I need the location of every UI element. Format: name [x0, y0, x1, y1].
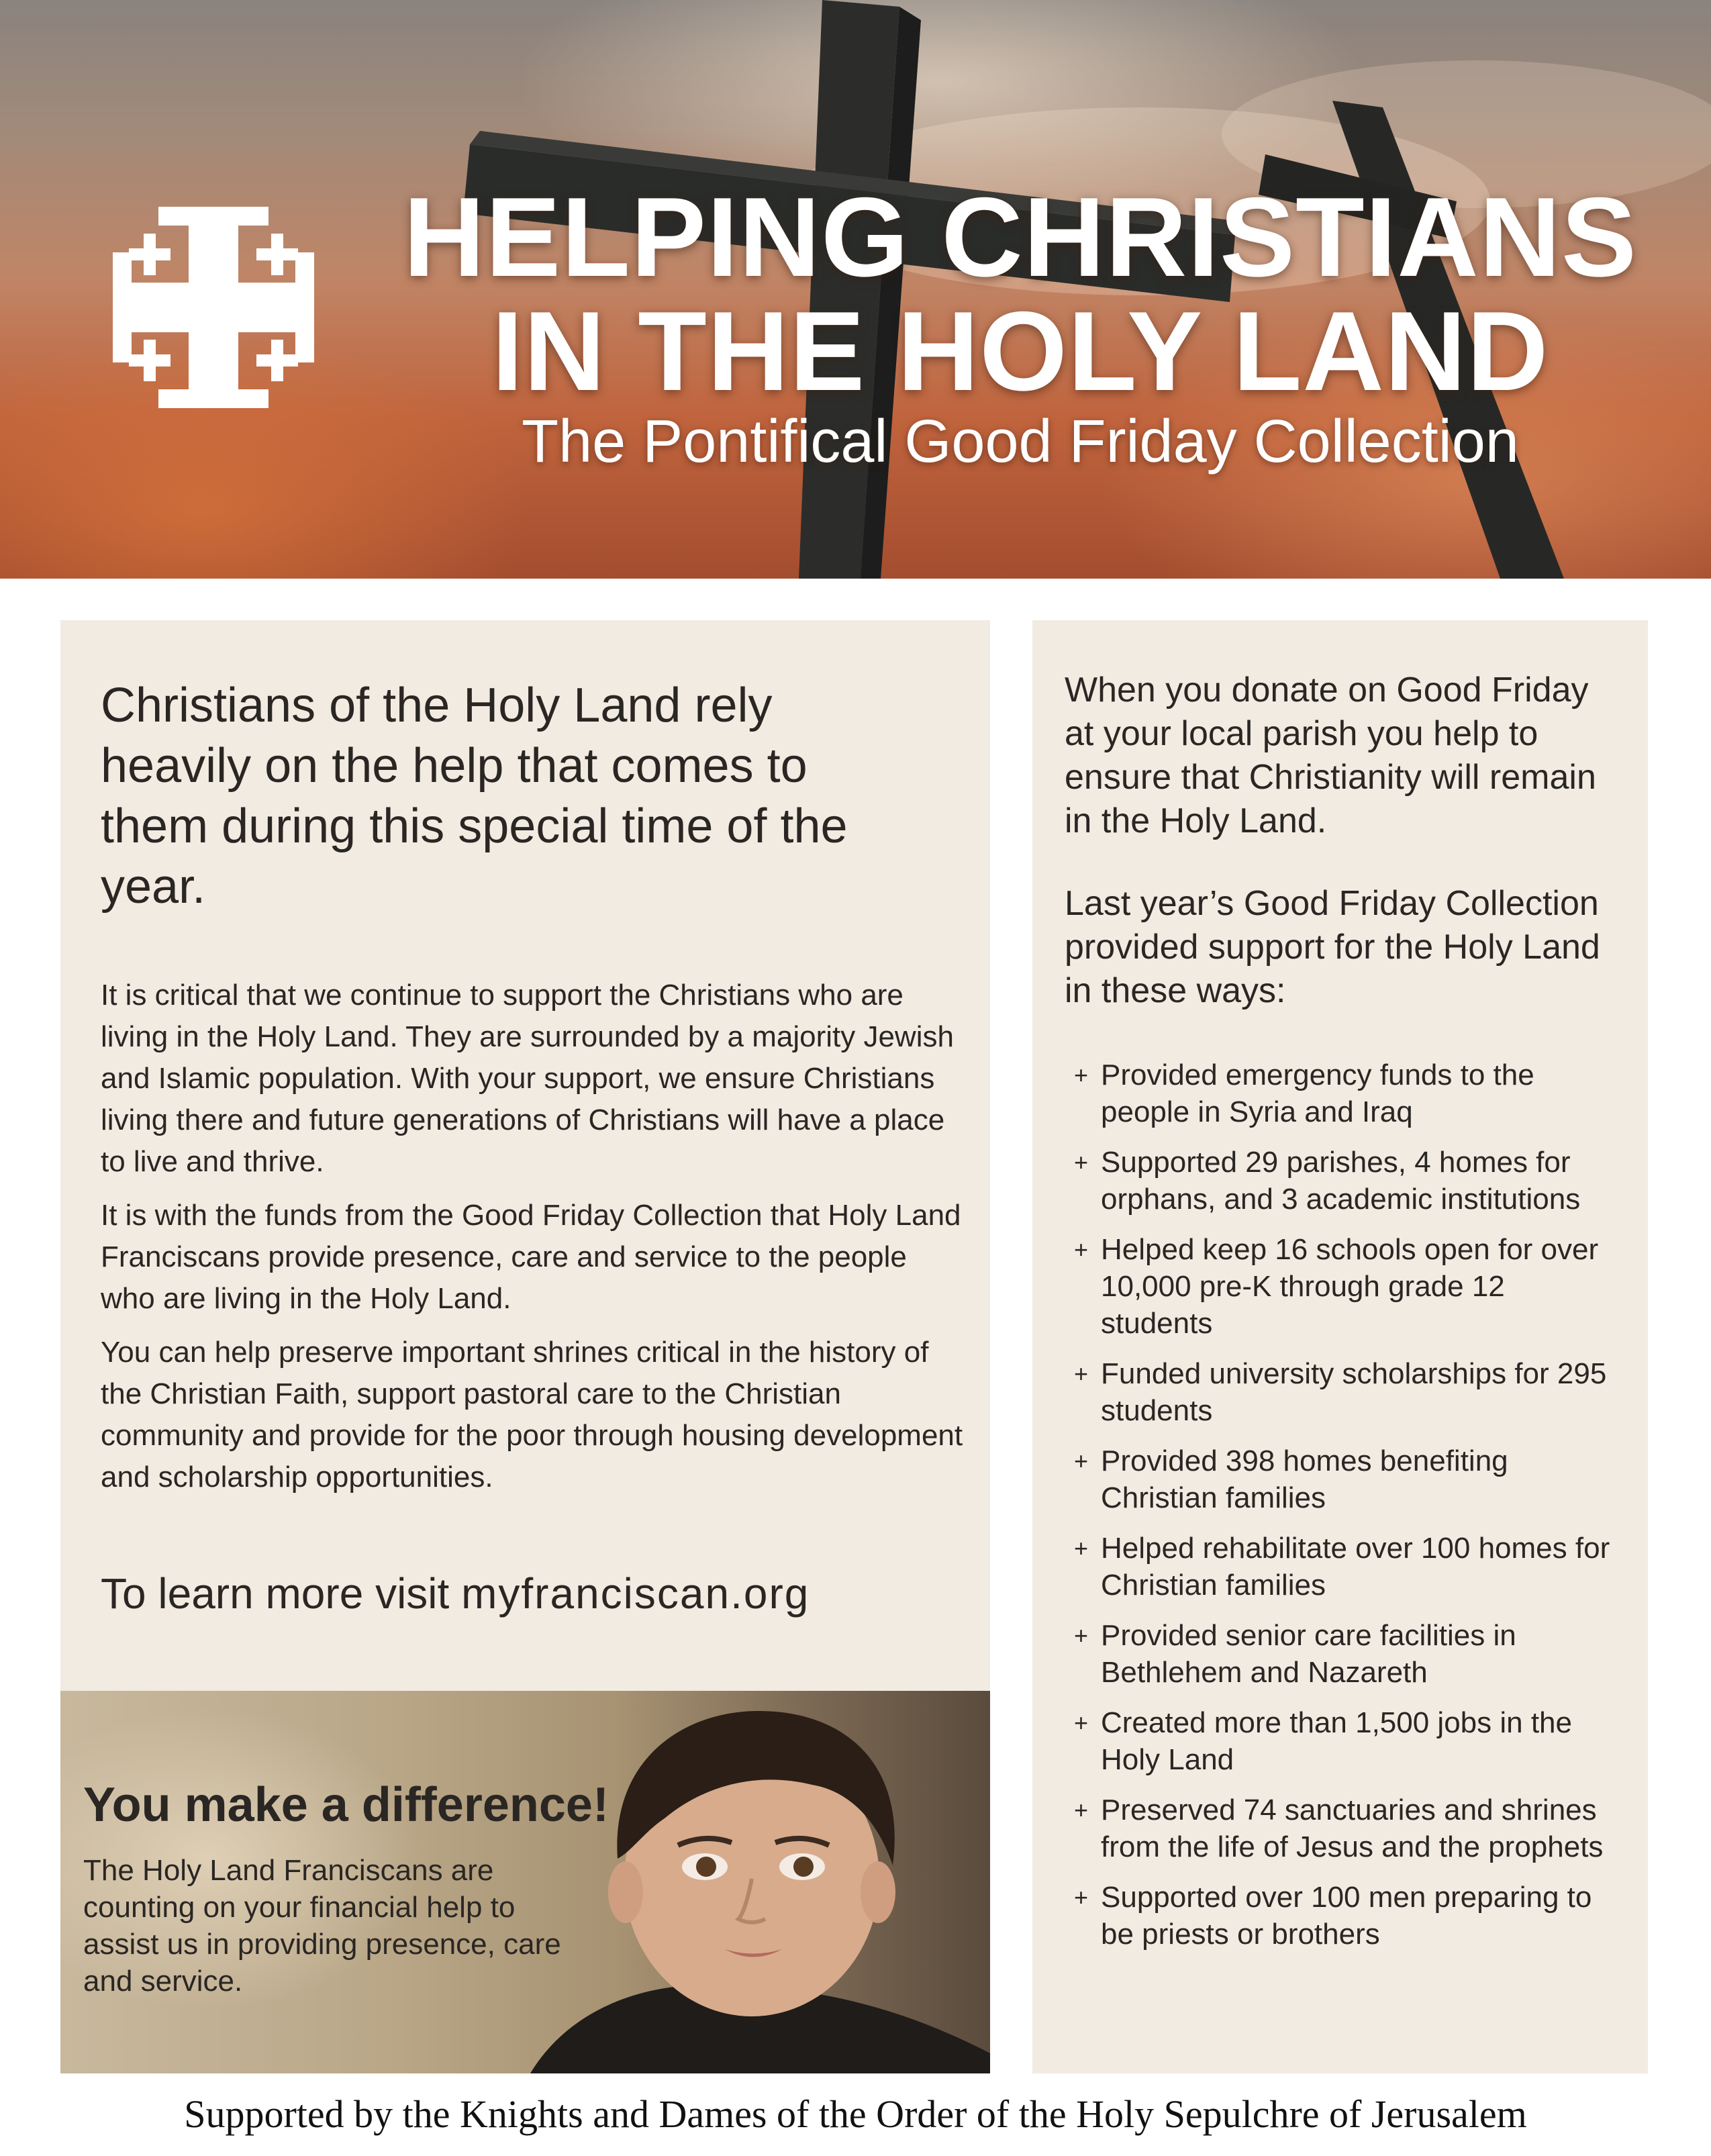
list-item	[1074, 1057, 1624, 1130]
plus-icon: +	[1074, 1061, 1089, 1089]
list-item	[1074, 1144, 1624, 1218]
plus-icon: +	[1074, 1883, 1089, 1911]
body-paragraph-1: It is critical that we continue to support the Christians who are living in the Holy Land. They are surrounded by a majority Jewish and Islamic population. With your support, we ensure Christians living there and future generations of Christians will have a place to live and thrive.	[101, 979, 954, 1178]
list-item	[1074, 1231, 1624, 1342]
body-paragraph-3: You can help preserve important shrines critical in the history of the Christian Faith, support pastoral care to the Christian community and provide for the poor through housing development and scholarship opportunities.	[101, 1336, 963, 1493]
plus-icon: +	[1074, 1534, 1089, 1562]
last-year-intro: Last year’s Good Friday Collection provided support for the Holy Land in these ways:	[1065, 884, 1600, 1010]
plus-icon: +	[1074, 1447, 1089, 1475]
hero-subtitle: The Pontifical Good Friday Collection	[522, 408, 1519, 475]
plus-icon: +	[1074, 1622, 1089, 1649]
list-item	[1074, 1704, 1624, 1778]
list-item	[1074, 1355, 1624, 1429]
plus-icon: +	[1074, 1796, 1089, 1824]
list-item-text: Preserved 74 sanctuaries and shrines from the life of Jesus and the prophets	[1101, 1794, 1604, 1863]
left-panel	[60, 620, 990, 1691]
list-item-text: Created more than 1,500 jobs in the Holy Land	[1101, 1706, 1573, 1776]
list-item	[1074, 1617, 1624, 1691]
list-item	[1074, 1442, 1624, 1516]
list-item-text: Helped keep 16 schools open for over 10,000 pre-K through grade 12 students	[1101, 1233, 1599, 1340]
learn-more-line	[101, 1567, 810, 1620]
learn-more-prefix: To learn more visit	[101, 1569, 462, 1618]
hero-banner	[0, 0, 1711, 579]
list-item	[1074, 1879, 1624, 1953]
list-item-text: Helped rehabilitate over 100 homes for Christian families	[1101, 1532, 1610, 1602]
list-item	[1074, 1530, 1624, 1604]
right-panel	[1032, 620, 1648, 2073]
plus-icon: +	[1074, 1709, 1089, 1736]
body-paragraphs	[101, 975, 967, 1510]
donate-intro: When you donate on Good Friday at your local parish you help to ensure that Christianity will remain in the Holy Land.	[1065, 671, 1596, 840]
difference-text: The Holy Land Franciscans are counting on your financial help to assist us in providing presence, care and service.	[83, 1854, 561, 1998]
jerusalem-cross-icon	[113, 207, 314, 408]
list-item-text: Provided 398 homes benefiting Christian families	[1101, 1444, 1508, 1514]
footer-credit: Supported by the Knights and Dames of the Order of the Holy Sepulchre of Jerusalem	[184, 2092, 1527, 2136]
website-link[interactable]: myfranciscan.org	[461, 1569, 810, 1618]
plus-icon: +	[1074, 1360, 1089, 1387]
list-item-text: Provided senior care facilities in Bethlehem and Nazareth	[1101, 1619, 1516, 1689]
list-item	[1074, 1792, 1624, 1865]
list-item-text: Supported over 100 men preparing to be priests or brothers	[1101, 1881, 1592, 1951]
difference-heading: You make a difference!	[83, 1778, 609, 1832]
hero-title-line-2: IN THE HOLY LAND	[491, 288, 1549, 414]
list-item-text: Funded university scholarships for 295 students	[1101, 1357, 1607, 1427]
child-photo-block	[60, 1691, 990, 2073]
body-paragraph-2: It is with the funds from the Good Friday Collection that Holy Land Franciscans provide presence, care and service to the people who are living in the Holy Land.	[101, 1199, 961, 1315]
plus-icon: +	[1074, 1236, 1089, 1263]
plus-icon: +	[1074, 1148, 1089, 1176]
hero-title	[349, 174, 1692, 414]
hero-title-line-1: HELPING CHRISTIANS	[403, 174, 1638, 300]
list-item-text: Provided emergency funds to the people in Syria and Iraq	[1101, 1059, 1534, 1128]
list-item-text: Supported 29 parishes, 4 homes for orphans, and 3 academic institutions	[1101, 1146, 1581, 1216]
lead-statement: Christians of the Holy Land rely heavily on the help that comes to them during this special time of the year.	[101, 679, 848, 914]
impact-list	[1074, 1057, 1624, 1966]
